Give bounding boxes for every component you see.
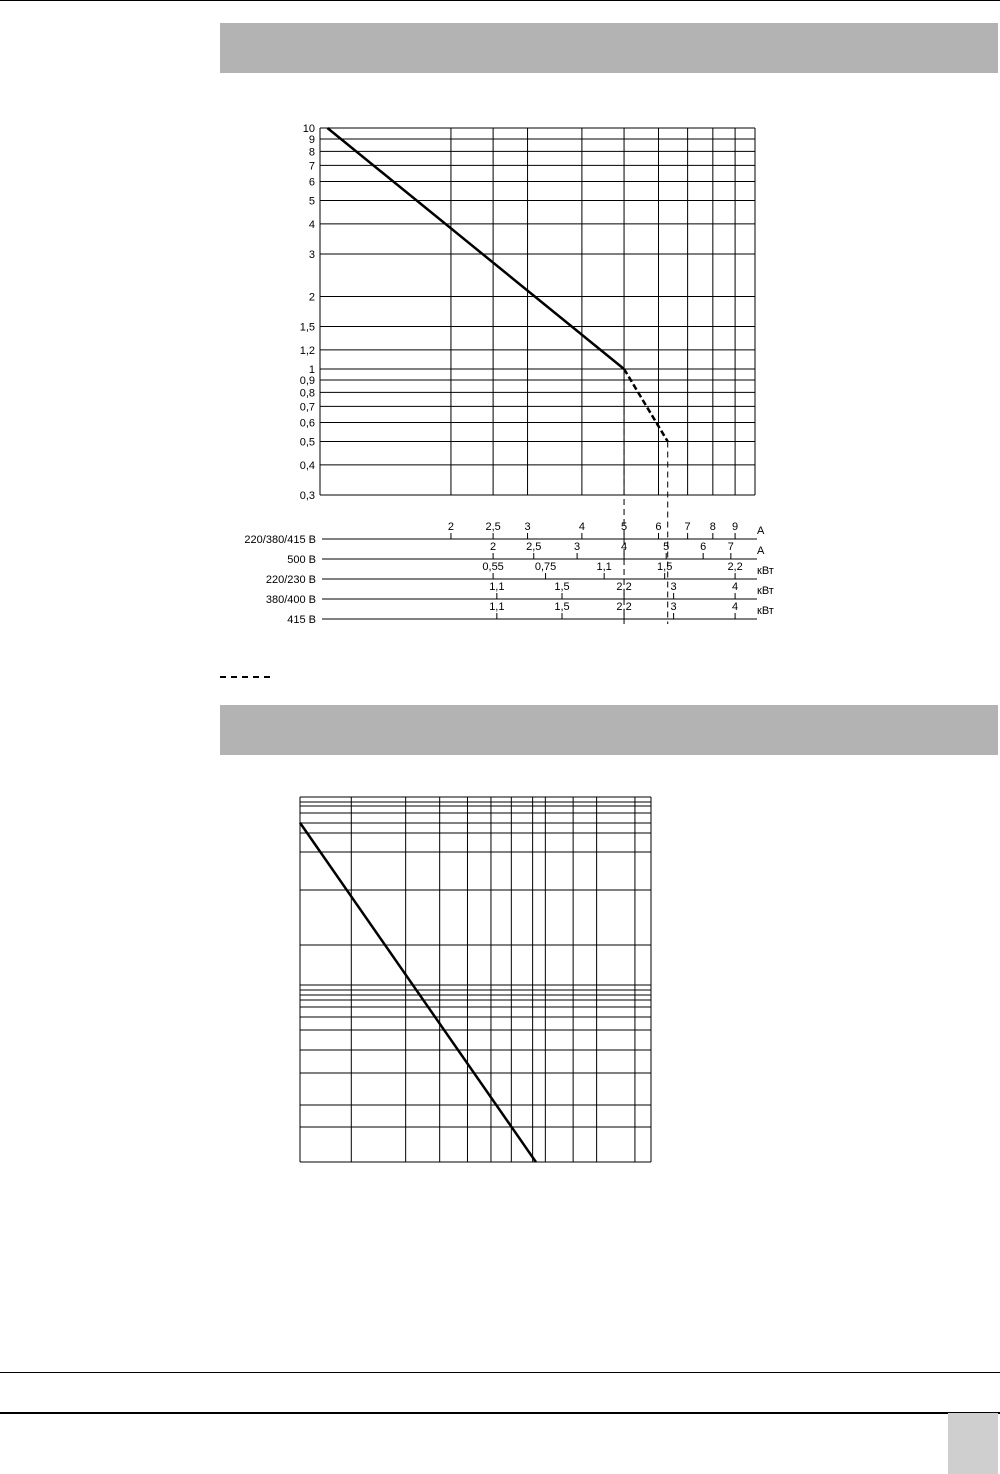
scale-voltage-label: 220/380/415 В: [244, 534, 316, 546]
scale-tick-label: 5: [663, 541, 670, 553]
scale-unit-label: кВт: [757, 565, 774, 577]
chart1-y-tick-label: 6: [308, 176, 315, 189]
scale-tick-label: 7: [727, 541, 734, 553]
scale-unit-label: A: [757, 525, 765, 537]
scale-tick-label: 1,1: [489, 581, 505, 593]
chart1-y-tick-label: 9: [308, 134, 315, 147]
chart1-y-tick-label: 1,2: [299, 344, 315, 357]
scale-tick-label: 1,5: [554, 581, 570, 593]
scale-tick-label: 9: [732, 521, 739, 533]
scale-tick-label: 4: [732, 601, 739, 613]
scale-voltage-label: 415 В: [287, 614, 316, 626]
scale-tick-label: 4: [578, 521, 585, 533]
chart1-y-tick-label: 7: [308, 160, 315, 173]
scale-voltage-label: 500 В: [287, 554, 316, 566]
scale-tick-label: 2,5: [526, 541, 542, 553]
chart1-y-tick-label: 10: [302, 123, 315, 135]
scale-tick-label: 6: [655, 521, 662, 533]
chart1-y-tick-label: 3: [308, 249, 315, 262]
chart1-y-tick-label: 0,8: [299, 387, 315, 400]
scale-tick-label: 1,1: [489, 601, 505, 613]
chart1-y-tick-label: 0,9: [299, 375, 315, 388]
chart1-y-tick-label: 0,6: [299, 417, 315, 430]
scale-unit-label: кВт: [757, 585, 774, 597]
scale-tick-label: 1,5: [657, 561, 673, 573]
chart1-y-tick-label: 2: [308, 291, 315, 304]
scale-tick-label: 2: [447, 521, 455, 533]
scale-tick-label: 2,2: [616, 601, 632, 613]
scale-tick-label: 2: [490, 541, 497, 553]
scale-tick-label: 1,5: [554, 601, 570, 613]
scale-tick-label: 3: [574, 541, 581, 553]
scale-tick-label: 7: [684, 521, 691, 533]
scale-tick-label: 0,75: [534, 561, 557, 573]
chart1-y-tick-label: 0,5: [299, 436, 315, 449]
chart1-y-tick-label: 0,4: [299, 459, 315, 472]
scale-unit-label: кВт: [757, 605, 774, 617]
scale-tick-label: 8: [709, 521, 716, 533]
scale-tick-label: 5: [620, 521, 628, 533]
scale-voltage-label: 220/230 В: [265, 574, 316, 586]
scale-tick-label: 2,5: [485, 521, 501, 533]
scale-tick-label: 2,2: [727, 561, 743, 573]
scale-tick-label: 3: [670, 601, 677, 613]
scale-unit-label: A: [757, 545, 765, 557]
scale-tick-label: 0,55: [482, 561, 504, 573]
scale-tick-label: 1,1: [596, 561, 612, 573]
scale-tick-label: 3: [524, 521, 531, 533]
scale-tick-label: 6: [700, 541, 707, 553]
chart1-y-tick-label: 4: [308, 218, 315, 231]
chart1-y-tick-label: 8: [308, 146, 315, 159]
scale-tick-label: 2,2: [616, 581, 632, 593]
chart1-y-tick-label: 1: [308, 363, 315, 376]
chart2-series-line: [300, 823, 536, 1162]
chart1-y-tick-label: 1,5: [299, 321, 315, 334]
scale-tick-label: 3: [670, 581, 677, 593]
scale-voltage-label: 380/400 В: [265, 594, 316, 606]
chart1-y-tick-label: 5: [308, 195, 315, 208]
scale-tick-label: 4: [620, 541, 628, 553]
chart1-y-tick-label: 0,7: [299, 401, 315, 414]
chart1-series-line: [327, 128, 624, 369]
chart1-y-tick-label: 0,3: [299, 490, 315, 502]
scale-tick-label: 4: [732, 581, 739, 593]
